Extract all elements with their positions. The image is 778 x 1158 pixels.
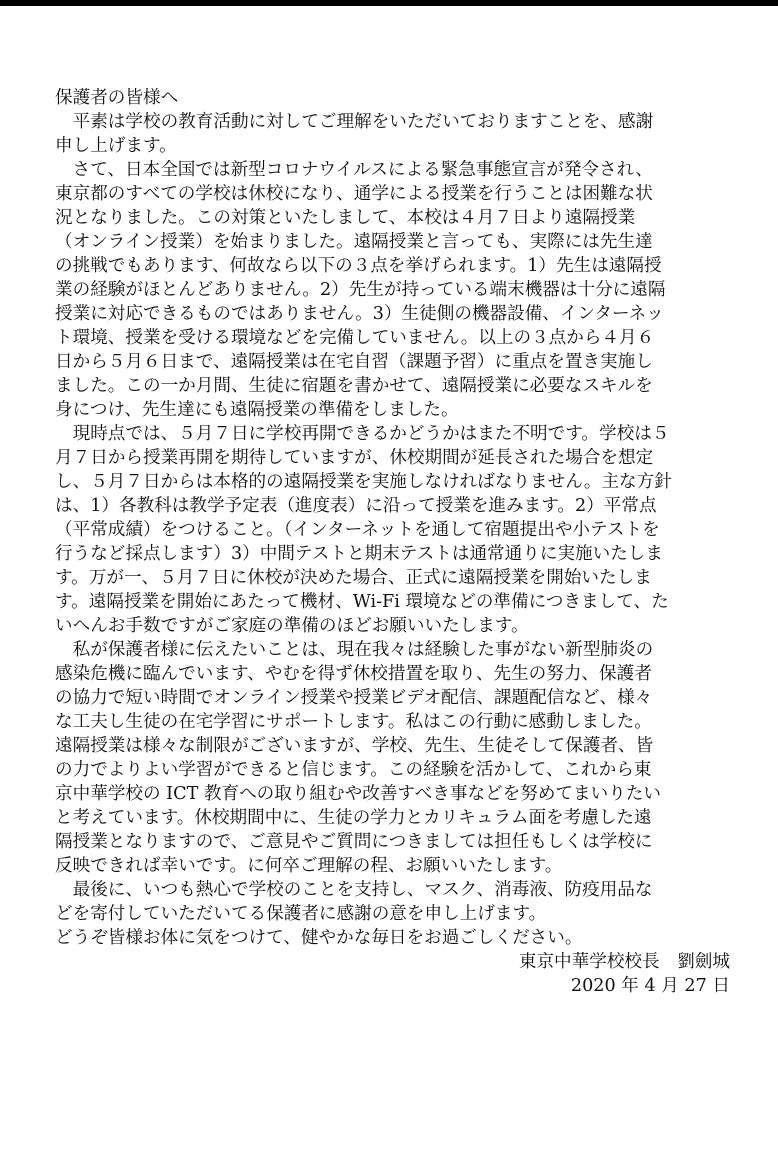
letter-line: 授業に対応できるものではありません。3）生徒側の機器設備、インターネッ [55,304,664,324]
letter-date: 2020 年 4 月 27 日 [570,976,730,996]
letter-line: 業の経験がほとんどありません。2）先生が持っている端末機器は十分に遠隔 [55,280,666,300]
letter-line: 現時点では、５月７日に学校再開できるかどうかはまた不明です。学校は５ [72,424,670,444]
letter-line: 平素は学校の教育活動に対してご理解をいただいておりますことを、感謝 [72,112,654,132]
letter-text [55,110,730,950]
letter-line: は、1）各教科は教学予定表（進度表）に沿って授業を進みます。2）平常点 [55,496,657,516]
letter-line: ト環境、授業を受ける環境などを完備していません。以上の３点から４月６ [55,328,655,348]
letter-line: （平常成績）をつけること。（インターネットを通して宿題提出や小テストを [55,520,660,540]
letter-line: す。遠隔授業を開始にあたって機材、Wi-Fi 環境などの準備につきまして、た [55,592,669,612]
letter-line: 東京都のすべての学校は休校になり、通学による授業を行うことは困難な状 [55,184,653,204]
letter-line: 行うなど採点します）3）中間テストと期末テストは通常通りに実施いたしま [55,544,663,564]
letter-line: 私が保護者様に伝えたいことは、現在我々は経験した事がない新型肺炎の [72,640,654,660]
letter-line: 況となりました。この対策といたしまして、本校は４月７日より遠隔授業 [55,208,636,228]
letter-body [55,86,730,998]
letter-line: どうぞ皆様お体に気をつけて、健やかな毎日をお過ごしください。 [55,928,583,948]
letter-line: 身につけ、先生達にも遠隔授業の準備をしました。 [55,400,459,420]
letter-line: さて、日本全国では新型コロナウイルスによる緊急事態宣言が発令され、 [72,160,653,180]
letter-line: な工夫し生徒の在宅学習にサポートします。私はこの行動に感動しました。 [55,712,652,732]
letter-line: 反映できれば幸いです。に何卒ご理解の程、お願いいたします。 [55,856,563,876]
letter-line: 日から５月６日まで、遠隔授業は在宅自習（課題予習）に重点を置き実施し [55,352,653,372]
letter-line: （オンライン授業）を始まりました。遠隔授業と言っても、実際には先生達 [55,232,653,252]
salutation: 保護者の皆様へ [55,88,179,108]
signature: 東京中華学校校長 劉劍城 [518,952,730,972]
letter-line: 感染危機に臨んでいます、やむを得ず休校措置を取り、先生の努力、保護者 [55,664,652,684]
letter-line: の力でよりよい学習ができると信じます。この経験を活かして、これから東 [55,760,652,780]
letter-line: ました。この一か月間、生徒に宿題を書かせて、遠隔授業に必要なスキルを [55,376,653,396]
letter-line: の協力で短い時間でオンライン授業や授業ビデオ配信、課題配信など、様々 [55,688,653,708]
letter-line: 最後に、いつも熱心で学校のことを支持し、マスク、消毒液、防疫用品な [72,880,653,900]
letter-line: 遠隔授業は様々な制限がございますが、学校、先生、生徒そして保護者、皆 [55,736,654,756]
top-border [0,0,778,6]
letter-line: と考えています。休校期間中に、生徒の学力とカリキュラム面を考慮した遠 [55,808,652,828]
letter-line: の挑戦でもあります、何故なら以下の３点を挙げられます。1）先生は遠隔授 [55,256,662,276]
letter-line: いへんお手数ですがご家庭の準備のほどお願いいたします。 [55,616,529,636]
letter-line: どを寄付していただいてる保護者に感謝の意を申し上げます。 [55,904,547,924]
letter-line: し、５月７日からは本格的の遠隔授業を実施しなければなりません。主な方針 [55,472,672,492]
letter-line: 月７日から授業再開を期待していますが、休校期間が延長された場合を想定 [55,448,654,468]
letter-line: 申し上げます。 [55,136,177,156]
letter-line: 隔授業となりますので、ご意見やご質問につきましては担任もしくは学校に [55,832,653,852]
letter-line: す。万が一、５月７日に休校が決めた場合、正式に遠隔授業を開始いたしま [55,568,652,588]
letter-line: 京中華学校の ICT 教育への取り組むや改善すべき事などを努めてまいりたい [55,784,661,804]
